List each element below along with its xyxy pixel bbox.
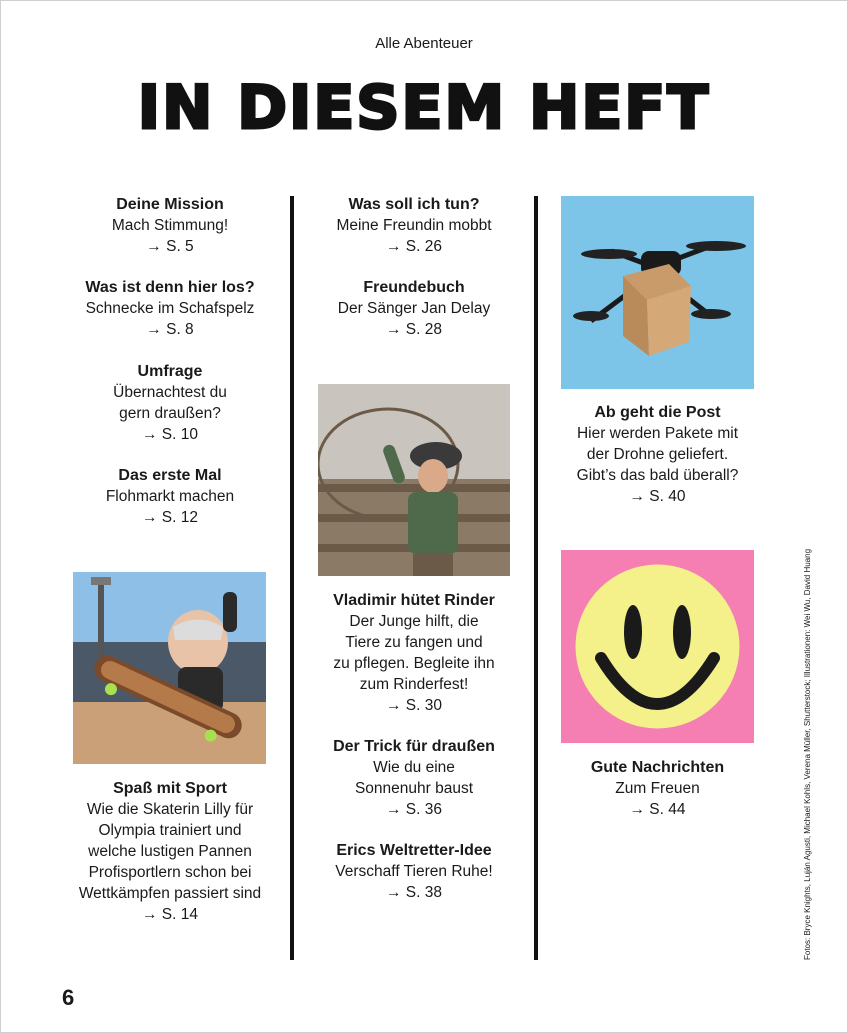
entry-desc: Sonnenuhr baust	[354, 780, 474, 797]
entry-title: Umfrage	[137, 363, 203, 380]
smiley-illustration	[561, 550, 754, 743]
column-divider	[290, 196, 294, 960]
entry-desc: Der Junge hilft, die	[349, 613, 479, 630]
entry-desc: zum Rinderfest!	[359, 676, 469, 693]
entry-page: → S. 38	[386, 884, 442, 901]
entry-desc: Wie du eine	[373, 759, 455, 776]
entry-desc: Meine Freundin mobbt	[336, 217, 492, 234]
entry-page: → S. 10	[142, 426, 198, 443]
skater-photo	[73, 572, 266, 764]
entry-desc: Übernachtest du	[113, 384, 227, 401]
entry-desc: Der Sänger Jan Delay	[337, 300, 491, 317]
entry-desc: Wettkämpfen passiert sind	[78, 885, 262, 902]
entry-desc: Profisportlern schon bei	[88, 864, 252, 881]
page-title: IN DIESEM HEFT	[137, 73, 711, 143]
entry-title: Was soll ich tun?	[348, 196, 480, 213]
entry-title: Vladimir hütet Rinder	[333, 592, 495, 609]
entry-title: Gute Nachrichten	[590, 759, 725, 776]
entry-desc: Mach Stimmung!	[111, 217, 229, 234]
entry-desc: Verschaff Tieren Ruhe!	[335, 863, 493, 880]
entry-desc: welche lustigen Pannen	[88, 843, 252, 860]
page-number: 6	[62, 985, 75, 1010]
entry-page: → S. 5	[146, 238, 194, 255]
entry-page: → S. 30	[386, 697, 442, 714]
entry-page: → S. 26	[386, 238, 442, 255]
cowboy-photo	[318, 384, 510, 576]
section-kicker: Alle Abenteuer	[375, 35, 473, 52]
toc-entry-erics-weltretter-idee[interactable]	[304, 840, 524, 903]
entry-desc: Olympia trainiert und	[98, 822, 242, 839]
toc-entry-deine-mission[interactable]	[70, 194, 270, 257]
entry-page: → S. 28	[386, 321, 442, 338]
entry-desc: Flohmarkt machen	[105, 488, 235, 505]
column-divider	[534, 196, 538, 960]
entry-title: Was ist denn hier los?	[85, 279, 255, 296]
toc-entry-was-soll-ich-tun[interactable]	[314, 194, 514, 257]
toc-entry-freundebuch[interactable]	[314, 277, 514, 340]
toc-entry-vladimir[interactable]	[304, 590, 524, 716]
entry-page: → S. 44	[629, 801, 686, 818]
entry-page: → S. 36	[386, 801, 442, 818]
entry-title: Deine Mission	[116, 196, 224, 213]
entry-desc: Tiere zu fangen und	[345, 634, 483, 651]
toc-entry-was-ist-denn-hier-los[interactable]	[60, 277, 280, 340]
entry-title: Der Trick für draußen	[333, 738, 495, 755]
entry-page: → S. 8	[146, 321, 194, 338]
toc-entry-ab-geht-die-post[interactable]	[551, 402, 764, 507]
toc-entry-der-trick[interactable]	[304, 736, 524, 820]
entry-title: Das erste Mal	[118, 467, 222, 484]
entry-desc: Gibt’s das bald überall?	[576, 467, 739, 484]
entry-title: Spaß mit Sport	[113, 780, 227, 797]
toc-entry-spass-mit-sport[interactable]	[60, 778, 280, 925]
toc-entry-umfrage[interactable]	[70, 361, 270, 445]
entry-page: → S. 40	[629, 488, 686, 505]
drone-photo	[561, 196, 754, 389]
toc-entry-das-erste-mal[interactable]	[70, 465, 270, 528]
entry-desc: gern draußen?	[119, 405, 221, 422]
entry-desc: zu pflegen. Begleite ihn	[333, 655, 495, 672]
entry-desc: Wie die Skaterin Lilly für	[86, 801, 254, 818]
entry-title: Ab geht die Post	[594, 404, 721, 421]
entry-desc: der Drohne geliefert.	[586, 446, 729, 463]
entry-desc: Zum Freuen	[615, 780, 700, 797]
photo-credits: Fotos: Bryce Knights, Luján Agusti, Michael Kohls, Verena Müller, Shutterstock; Illustrationen: Wei Wu, David Huang	[803, 548, 812, 960]
entry-page: → S. 12	[142, 509, 198, 526]
entry-desc: Hier werden Pakete mit	[576, 425, 739, 442]
entry-desc: Schnecke im Schafspelz	[85, 300, 255, 317]
entry-title: Freundebuch	[363, 279, 465, 296]
entry-title: Erics Weltretter-Idee	[336, 842, 492, 859]
entry-page: → S. 14	[142, 906, 198, 923]
toc-entry-gute-nachrichten[interactable]	[551, 757, 764, 820]
